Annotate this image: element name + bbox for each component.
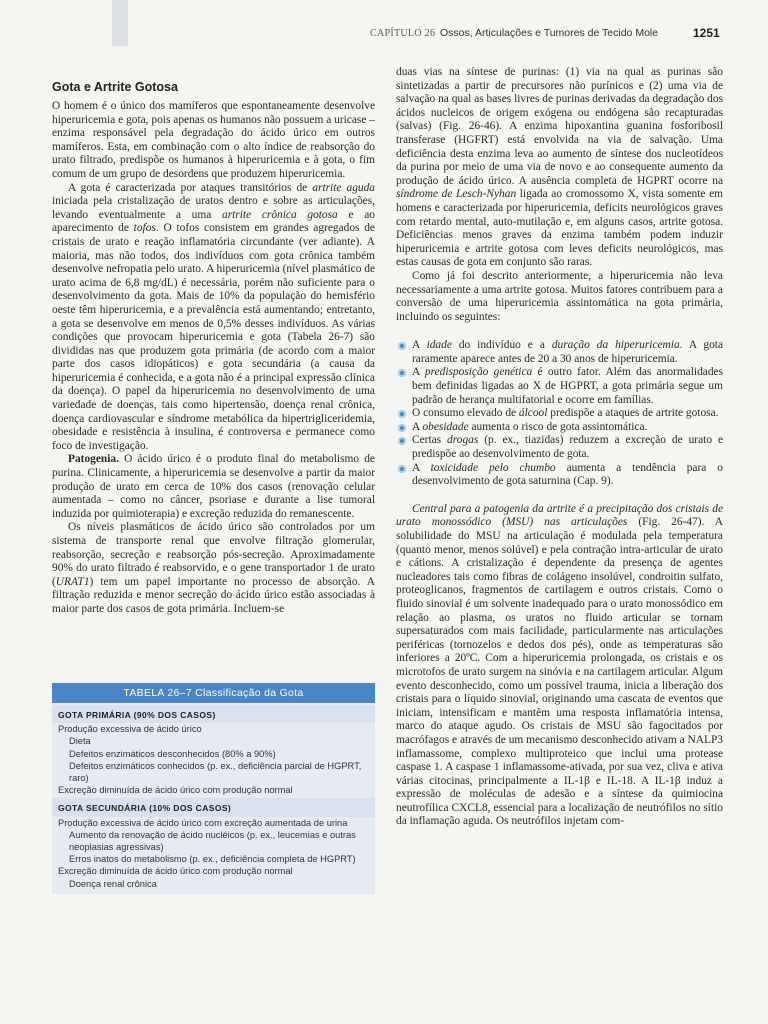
- table-title: TABELA 26–7 Classificação da Gota: [52, 683, 375, 703]
- section-title: Gota e Artrite Gotosa: [52, 80, 178, 94]
- bullet-icon: [398, 342, 406, 350]
- list-item: A predisposição genética é outro fator. Além das anormalidades bem definidas ligadas ao X de HGPRT, a gota primária segue um padrão de herança multifatorial e ocorre em famílias.: [396, 366, 723, 407]
- running-header: [0, 28, 768, 46]
- factor-list: [396, 339, 723, 489]
- list-item: A obesidade aumenta o risco de gota assintomática.: [396, 421, 723, 435]
- paragraph: A gota é caracterizada por ataques transitórios de artrite aguda iniciada pela cristalização de uratos dentro e sobre as articulações, levando eventualmente a uma artrite crônica gotosa e ao aparecimento de tofos. O tofos consistem em grandes agregados de cristais de urato e reação inflamatória circundante (ver adiante). A maioria, mas não todos, dos indivíduos com gota crônica também desenvolve nefropatia pelo urato. A hiperuricemia (nível plasmático de urato acima de 6,8 mg/dL) é necessária, porém não suficiente para o desenvolvimento da gota. Mais de 10% da população do hemisfério oeste têm hiperuricemia, e a prevalência está aumentando; entretanto, a gota se desenvolve em menos de 0,5% desses indivíduos. As várias condições que provocam hiperuricemia e gota (Tabela 26-7) são divididas nas que produzem gota primária (de acordo com a maior parte dos casos idiopáticos) e gota secundária (a causa da hiperuricemia é conhecida, e a gota não é a principal expressão clínica da doença). O papel da hiperuricemia no desenvolvimento de uma variedade de doenças, tais como hipertensão, doença renal crônica, doença cardiovascular e síndrome metabólica da hipertrigliceridemia, obesidade e resistência à insulina, é controversa e permanece como foco de investigação.: [52, 181, 375, 452]
- paragraph: O homem é o único dos mamíferos que espontaneamente desenvolve hiperuricemia e gota, pois apenas os humanos não possuem a uricase – enzima responsável pela degradação do ácido úrico em outros mamíferos. Esta, em combinação com o alto índice de reabsorção do urato filtrado, predispõe os humanos à hiperuricemia e à gota, o fim comum de um grupo de desordens que produzem hiperuricemia.: [52, 100, 375, 180]
- table-section-header: GOTA SECUNDÁRIA (10% DOS CASOS): [52, 798, 375, 816]
- list-item: Certas drogas (p. ex., tiazidas) reduzem a excreção de urato e predispõe ao desenvolvimento de gota.: [396, 434, 723, 461]
- chapter-label: CAPÍTULO 26: [370, 28, 436, 39]
- table-row: Excreção diminuída de ácido úrico com produção normal: [58, 785, 293, 796]
- table-row: Defeitos enzimáticos desconhecidos (80% a 90%): [69, 748, 276, 759]
- list-item: A idade do indivíduo e a duração da hiperuricemia. A gota raramente aparece antes de 20 a 30 anos de hiperuricemia.: [396, 339, 723, 366]
- bullet-icon: [398, 410, 406, 418]
- bullet-icon: [398, 465, 406, 473]
- chapter-title: Ossos, Articulações e Tumores de Tecido Mole: [440, 27, 659, 39]
- paragraph: Os níveis plasmáticos de ácido úrico são controlados por um sistema de transporte renal que envolve filtração glomerular, reabsorção, secreção e reabsorção pós-secreção. Aproximadamente 90% do urato filtrado é reabsorvido, e o gene transportador 1 de urato (URAT1) tem um papel importante no processo de absorção. A filtração reduzida e menor secreção do ácido úrico estão associadas à maior parte dos casos de gota primária. Incluem-se: [52, 521, 375, 615]
- page-number: 1251: [693, 26, 720, 40]
- list-item: A toxicidade pelo chumbo aumenta a tendência para o desenvolvimento de gota saturnina (Cap. 9).: [396, 462, 723, 489]
- classification-table: [52, 683, 375, 894]
- table-row: Doença renal crônica: [69, 878, 157, 889]
- table-row: Excreção diminuída de ácido úrico com produção normal: [58, 866, 293, 877]
- bullet-icon: [398, 369, 406, 377]
- table-row: Aumento da renovação de ácido nucléicos (p. ex., leucemias e outras neoplasias agressivas): [69, 829, 356, 853]
- paragraph: Patogenia. O ácido úrico é o produto final do metabolismo de purina. Clinicamente, a hiperuricemia se desenvolve a partir da maior produção de urato em cerca de 10% dos casos (renovação celular aumentada – como no câncer, psoriase e durante a lise tumoral induzida por quimioterapia) e excreção reduzida do remanescente.: [52, 453, 375, 520]
- table-row: Defeitos enzimáticos conhecidos (p. ex., deficiência parcial de HGPRT, raro): [69, 760, 362, 784]
- paragraph: duas vias na síntese de purinas: (1) via na qual as purinas são sintetizadas a partir de precursores não purínicos e (2) uma via de salvação na qual as bases livres de purinas derivadas da degradação dos ácidos nucleicos de origem exógena ou endógena são recapturadas (salvas) (Fig. 26-46). A enzima hipoxantina guanina fosforibosil transferase (HGFRT) está envolvida na via de salvação. Uma deficiência desta enzima leva ao aumento de síntese dos nucleotídeos da purina por meio de uma via de novo e ao consequente aumento da produção de ácido úrico. A ausência completa de HGPRT ocorre na síndrome de Lesch-Nyhan ligada ao cromossomo X, vista somente em homens e caracterizada por hiperuricemia, deficits neurológicos graves com retardo mental, auto-mutilação e, em alguns casos, artrite gotosa. Deficiências menos graves da enzima também podem induzir hiperuricemia e artrite gotosa com leves deficits neurológicos, mas estas causas de gota em conjunto são raras.: [396, 66, 724, 269]
- paragraph: Central para a patogenia da artrite é a precipitação dos cristais de urato monossódico (MSU) nas articulações (Fig. 26-47). A solubilidade do MSU na articulação é modulada pela temperatura (quanto menor, menos solúvel) e pela contração intra-articular de urato e cátions. A cristalização é dependente da presença de agentes nucleadores tais como fibras de colágeno insolúvel, condroitin sulfato, proteoglicanos, fragmentos de cartilagem e outros cristais. Como o fluido sinovial é um solvente inadequado para o urato monossódico em relação ao plasma, os uratos no fluido articular se tornam supersaturados com mais facilidade, particularmente nas articulações periféricas (tornozelos e dedos dos pés), onde as temperaturas são inferiores a 20ºC. Com a hiperuricemia prolongada, os cristais e os microtofos de urato surgem na sinóvia e na cartilagem articular. Algum evento desconhecido, como um possível trauma, inicia a liberação dos cristais para o líquido sinovial, originando uma cascata de eventos que iniciam, intensificam e mantêm uma resposta inflamatória intensa, marco do ataque agudo. Os cristais de MSU são fagocitados por macrófagos e através de um mecanismo desconhecido ativam a NALP3 inflamassome, complexo multiproteico que inclui uma protease caspase 1. A caspase 1 inflamassome-ativada, por sua vez, cliva e ativa várias citocinas, principalmente a IL-1β e IL-18. A IL-1β induz a expressão de moléculas de adesão e a síntese da quimiocina neutrofílica CXCL8, essencial para a localização de neutrófilos no sítio da inflamação aguda. Os neutrófilos injetam com-: [396, 502, 723, 828]
- right-column: [396, 66, 723, 829]
- left-column: [52, 100, 375, 617]
- bullet-icon: [398, 437, 406, 445]
- paragraph: Como já foi descrito anteriormente, a hiperuricemia não leva necessariamente a uma artrite gotosa. Muitos fatores contribuem para a conversão de uma hiperuricemia assintomática na gota primária, incluindo os seguintes:: [396, 269, 723, 323]
- table-row: Produção excessiva de ácido úrico: [58, 724, 202, 735]
- table-row: Dieta: [69, 736, 91, 747]
- table-row: Produção excessiva de ácido úrico com excreção aumentada de urina: [58, 817, 348, 828]
- table-section-header: GOTA PRIMÁRIA (90% DOS CASOS): [52, 705, 375, 723]
- table-row: Erros inatos do metabolismo (p. ex., deficiência completa de HGPRT): [69, 854, 356, 865]
- bullet-icon: [398, 424, 406, 432]
- list-item: O consumo elevado de álcool predispõe a ataques de artrite gotosa.: [396, 407, 723, 421]
